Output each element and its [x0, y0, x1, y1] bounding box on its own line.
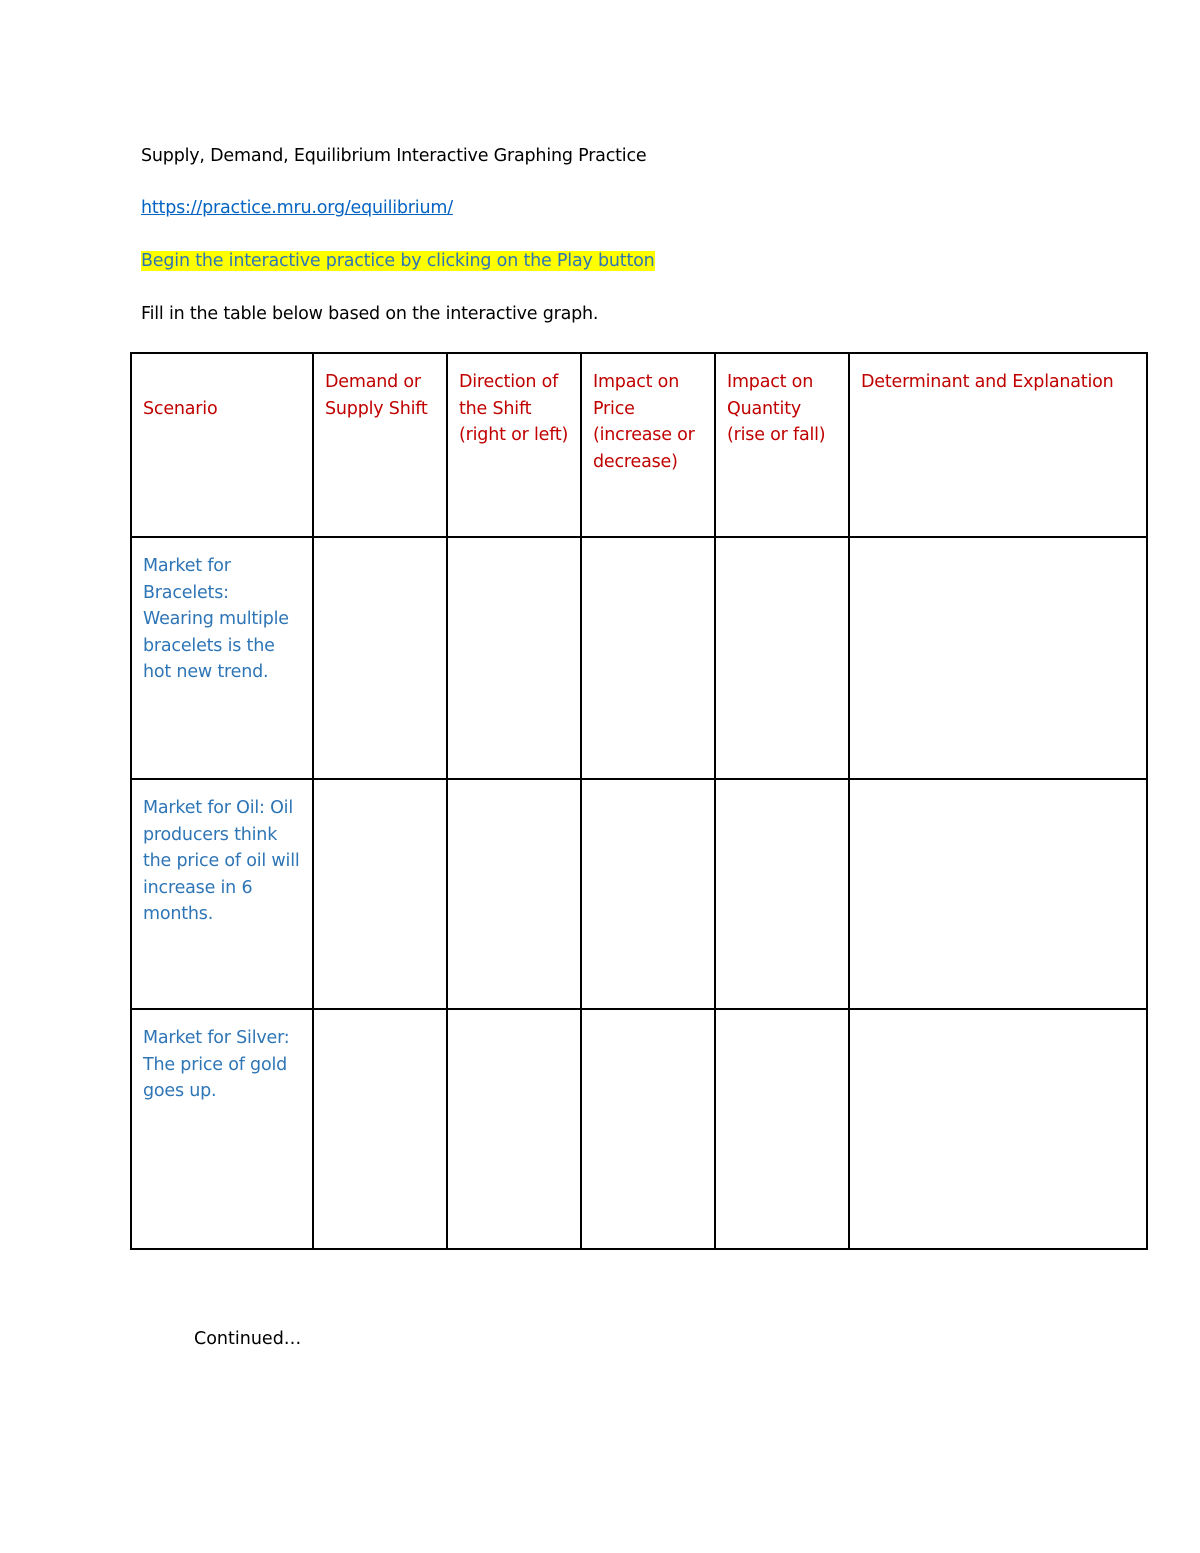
table-row [131, 1009, 1147, 1249]
fill-in-note: Fill in the table below based on the interactive graph. [141, 304, 599, 324]
equilibrium-practice-link[interactable]: https://practice.mru.org/equilibrium/ [141, 198, 453, 218]
price-impact-cell[interactable] [581, 537, 715, 779]
price-impact-cell[interactable] [581, 779, 715, 1009]
scenario-cell: Market for Silver: The price of gold goes up. [131, 1009, 313, 1249]
scenario-cell: Market for Oil: Oil producers think the price of oil will increase in 6 months. [131, 779, 313, 1009]
determinant-cell[interactable] [849, 1009, 1147, 1249]
document-title: Supply, Demand, Equilibrium Interactive Graphing Practice [141, 146, 647, 166]
header-price-impact: Impact on Price (increase or decrease) [581, 353, 715, 537]
quantity-impact-cell[interactable] [715, 779, 849, 1009]
table-header-row [131, 353, 1147, 537]
determinant-cell[interactable] [849, 779, 1147, 1009]
shift-type-cell[interactable] [313, 1009, 447, 1249]
shift-direction-cell[interactable] [447, 537, 581, 779]
quantity-impact-cell[interactable] [715, 537, 849, 779]
table-row [131, 779, 1147, 1009]
determinant-cell[interactable] [849, 537, 1147, 779]
quantity-impact-cell[interactable] [715, 1009, 849, 1249]
continued-note: Continued… [194, 1329, 302, 1349]
header-shift-type: Demand or Supply Shift [313, 353, 447, 537]
instruction-text: Begin the interactive practice by clicking on the Play button [141, 251, 655, 271]
shift-type-cell[interactable] [313, 537, 447, 779]
worksheet-table [130, 352, 1148, 1250]
shift-type-cell[interactable] [313, 779, 447, 1009]
header-scenario: Scenario [131, 353, 313, 537]
table-row [131, 537, 1147, 779]
highlighted-instruction [141, 248, 655, 274]
price-impact-cell[interactable] [581, 1009, 715, 1249]
scenario-cell: Market for Bracelets: Wearing multiple bracelets is the hot new trend. [131, 537, 313, 779]
header-quantity-impact: Impact on Quantity (rise or fall) [715, 353, 849, 537]
shift-direction-cell[interactable] [447, 779, 581, 1009]
shift-direction-cell[interactable] [447, 1009, 581, 1249]
header-determinant: Determinant and Explanation [849, 353, 1147, 537]
header-shift-direction: Direction of the Shift (right or left) [447, 353, 581, 537]
